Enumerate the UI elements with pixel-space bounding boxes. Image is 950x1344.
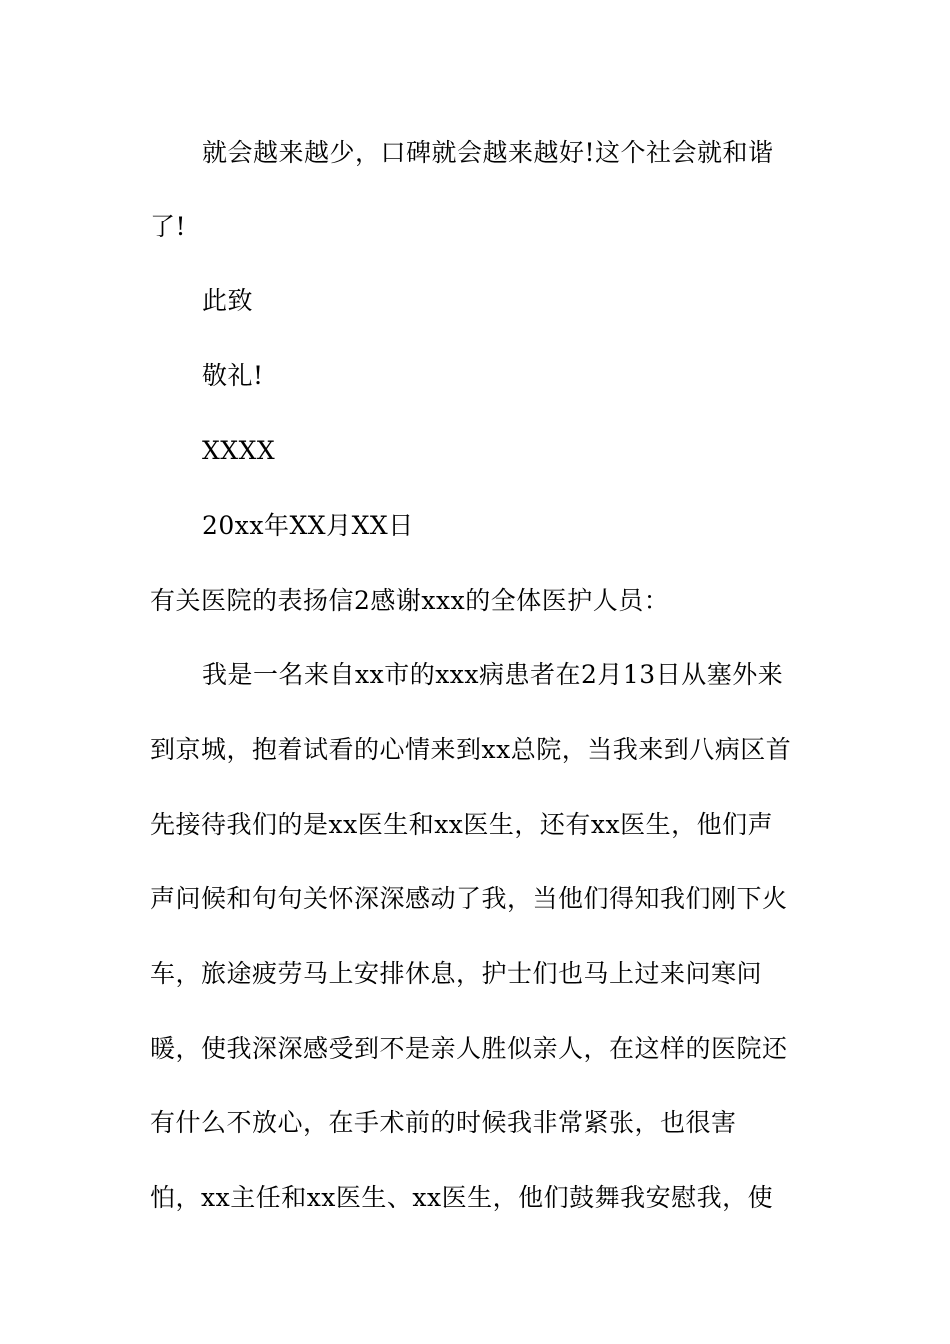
signature: XXXX [202, 436, 276, 465]
closing-salutation: 此致 [202, 286, 254, 315]
date-line: 20xx年XX月XX日 [202, 511, 414, 540]
paragraph-line: 声问候和句句关怀深深感动了我，当他们得知我们刚下火 [150, 884, 788, 913]
paragraph-line: 到京城，抱着试看的心情来到xx总院，当我来到八病区首 [150, 735, 792, 764]
paragraph-line: 我是一名来自xx市的xxx病患者在2月13日从塞外来 [202, 660, 784, 689]
paragraph-line: 有什么不放心，在手术前的时候我非常紧张，也很害 [150, 1108, 737, 1137]
paragraph-line: 就会越来越少，口碑就会越来越好!这个社会就和谐 [202, 138, 774, 167]
closing-salutation: 敬礼! [202, 361, 264, 390]
letter-heading: 有关医院的表扬信2感谢xxx的全体医护人员： [150, 586, 670, 615]
paragraph-line: 先接待我们的是xx医生和xx医生，还有xx医生，他们声 [150, 810, 774, 839]
paragraph-line: 车，旅途疲劳马上安排休息，护士们也马上过来问寒问 [150, 959, 763, 988]
paragraph-line: 了! [150, 212, 187, 241]
paragraph-line: 暖，使我深深感受到不是亲人胜似亲人，在这样的医院还 [150, 1034, 788, 1063]
paragraph-line: 怕，xx主任和xx医生、xx医生，他们鼓舞我安慰我，使 [150, 1183, 774, 1212]
